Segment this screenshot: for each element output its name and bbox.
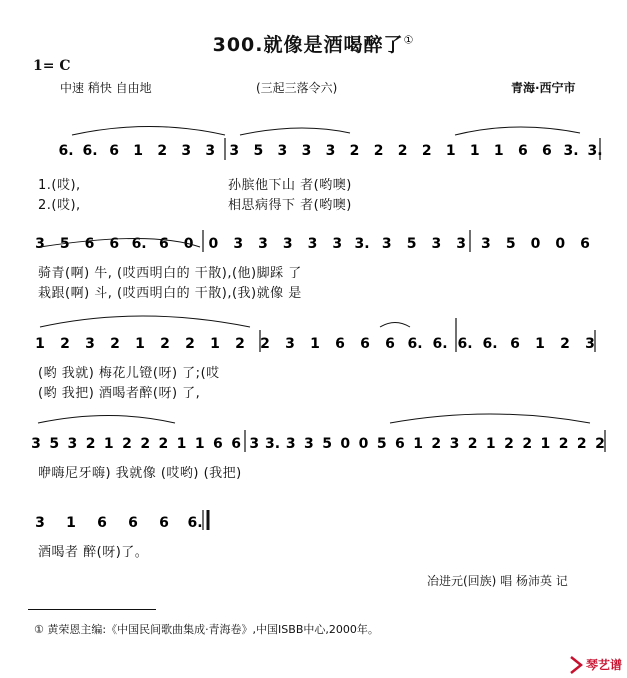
note-digit: 3	[282, 236, 293, 252]
form-marking: (三起三落令六)	[256, 81, 338, 95]
lyric-row-2-verse-2: 栽跟(啊) 斗, (哎西明白的 干散),(我)就像 是	[38, 286, 302, 301]
note-digit: 1	[176, 436, 187, 452]
note-digit: 6	[159, 515, 169, 531]
lyric-row-1-verse-2-b: 相思病得下 者(哟噢)	[228, 198, 352, 213]
note-digit: 6	[510, 336, 520, 352]
performer-credit: 冶进元(回族) 唱 杨沛英 记	[427, 574, 568, 588]
note-digit: 1	[66, 515, 76, 531]
note-digit: 2	[560, 336, 570, 352]
note-digit: 3	[285, 336, 295, 352]
note-digit: 2	[85, 436, 96, 452]
note-digit: 0	[555, 236, 566, 252]
note-digit: 6.	[482, 336, 498, 352]
note-digit: 1	[535, 336, 545, 352]
tempo-marking: 中速 稍快 自由地	[60, 81, 152, 95]
note-digit: 1	[445, 143, 456, 159]
note-digit: 3	[307, 236, 318, 252]
footnote-rule	[28, 609, 156, 610]
lyric-row-1-verse-1-a: 1.(哎),	[38, 178, 81, 193]
notation-row-4	[31, 436, 605, 452]
lyric-row-5: 酒喝者 醉(呀)了。	[38, 545, 149, 560]
note-digit: 6.	[82, 143, 98, 159]
note-digit: 6	[213, 436, 223, 452]
note-digit: 3	[205, 143, 216, 159]
lyric-row-3-verse-1: (哟 我就) 梅花儿镫(呀) 了;(哎	[38, 366, 220, 381]
note-digit: 2	[157, 143, 168, 159]
note-digit: 6.	[187, 515, 203, 531]
note-digit: 5	[376, 436, 387, 452]
note-digit: 3	[277, 143, 288, 159]
site-logo-text: 琴艺谱	[586, 658, 623, 672]
note-digit: 5	[49, 436, 60, 452]
note-digit: 3	[585, 336, 595, 352]
note-digit: 6	[84, 236, 95, 252]
note-digit: 3	[456, 236, 466, 252]
note-digit: 3.	[354, 236, 370, 252]
note-digit: 1	[133, 143, 143, 159]
note-digit: 3	[301, 143, 312, 159]
note-digit: 1	[210, 336, 220, 352]
note-digit: 3	[181, 143, 192, 159]
note-digit: 1	[469, 143, 480, 159]
note-digit: 1	[413, 436, 423, 452]
note-digit: 1	[493, 143, 504, 159]
note-digit: 0	[340, 436, 351, 452]
note-digit: 3	[332, 236, 343, 252]
note-digit: 1	[135, 336, 145, 352]
note-digit: 2	[595, 436, 605, 452]
note-digit: 2	[576, 436, 587, 452]
note-digit: 3	[35, 515, 45, 531]
lyric-row-4: 咿嗨尼牙嗨) 我就像 (哎哟) (我把)	[38, 466, 242, 481]
note-digit: 1	[485, 436, 496, 452]
note-digit: 3	[85, 336, 95, 352]
note-digit: 3	[249, 436, 260, 452]
note-digit: 6	[128, 515, 138, 531]
note-digit: 6	[542, 143, 552, 159]
lyric-row-2-verse-1: 骑青(啊) 牛, (哎西明白的 干散),(他)脚踩 了	[38, 266, 302, 281]
note-digit: 6	[97, 515, 107, 531]
notation-row-5	[35, 515, 202, 531]
note-digit: 6	[395, 436, 405, 452]
note-digit: 6	[360, 336, 370, 352]
notation-row-1	[58, 143, 602, 159]
note-digit: 0	[208, 236, 219, 252]
note-digit: 3	[229, 143, 240, 159]
note-digit: 6.	[407, 336, 423, 352]
note-digit: 3	[35, 236, 45, 252]
notation-row-3	[35, 336, 595, 352]
note-digit: 3	[481, 236, 491, 252]
note-digit: 2	[504, 436, 514, 452]
note-digit: 3.	[264, 436, 281, 452]
note-digit: 5	[406, 236, 417, 252]
lyric-row-1-verse-2-a: 2.(哎),	[38, 198, 81, 213]
note-digit: 2	[467, 436, 478, 452]
note-digit: 1	[103, 436, 114, 452]
note-digit: 3.	[587, 143, 603, 159]
note-digit: 3	[67, 436, 78, 452]
key-signature: 1= C	[33, 58, 71, 74]
note-digit: 2	[260, 336, 270, 352]
footnote: ① 黄荣恩主编:《中国民间歌曲集成·青海卷》,中国ISBB中心,2000年。	[34, 623, 379, 636]
note-digit: 3	[431, 236, 442, 252]
note-digit: 6	[580, 236, 590, 252]
note-digit: 6	[335, 336, 345, 352]
note-digit: 6	[159, 236, 169, 252]
note-digit: 3	[381, 236, 392, 252]
note-digit: 2	[431, 436, 442, 452]
note-digit: 3	[31, 436, 41, 452]
note-digit: 3	[233, 236, 244, 252]
note-digit: 1	[540, 436, 551, 452]
note-digit: 2	[110, 336, 120, 352]
note-digit: 2	[558, 436, 569, 452]
note-digit: 6	[231, 436, 241, 452]
note-digit: 5	[322, 436, 332, 452]
note-digit: 3	[325, 143, 336, 159]
note-digit: 1	[194, 436, 205, 452]
note-digit: 6.	[432, 336, 448, 352]
note-digit: 6	[385, 336, 395, 352]
note-digit: 6	[518, 143, 528, 159]
note-digit: 2	[122, 436, 132, 452]
note-digit: 2	[185, 336, 195, 352]
note-digit: 6.	[457, 336, 473, 352]
title-footnote-marker: ①	[403, 33, 415, 47]
note-digit: 5	[505, 236, 516, 252]
note-digit: 3	[258, 236, 268, 252]
note-digit: 2	[349, 143, 360, 159]
note-digit: 2	[160, 336, 170, 352]
note-digit: 6	[109, 236, 120, 252]
lyric-row-3-verse-2: (哟 我把) 酒喝者醉(呀) 了,	[38, 386, 201, 401]
note-digit: 2	[140, 436, 151, 452]
note-digit: 5	[59, 236, 70, 252]
note-digit: 2	[421, 143, 432, 159]
note-digit: 1	[35, 336, 45, 352]
note-digit: 3	[285, 436, 296, 452]
origin-place: 青海·西宁市	[511, 81, 576, 95]
note-digit: 2	[522, 436, 533, 452]
note-digit: 2	[60, 336, 70, 352]
note-digit: 6.	[131, 236, 147, 252]
note-digit: 0	[530, 236, 541, 252]
note-digit: 2	[397, 143, 408, 159]
note-digit: 6	[109, 143, 119, 159]
note-digit: 2	[158, 436, 169, 452]
note-digit: 2	[235, 336, 245, 352]
note-digit: 6.	[58, 143, 74, 159]
song-title: 300.就像是酒喝醉了①	[212, 33, 415, 56]
note-digit: 2	[373, 143, 384, 159]
lyric-row-1-verse-1-b: 孙膑他下山 者(哟噢)	[228, 178, 352, 193]
note-digit: 0	[183, 236, 194, 252]
note-digit: 1	[310, 336, 320, 352]
note-digit: 0	[358, 436, 369, 452]
note-digit: 3	[304, 436, 314, 452]
note-digit: 5	[253, 143, 264, 159]
note-digit: 3.	[563, 143, 579, 159]
note-digit: 3	[449, 436, 460, 452]
